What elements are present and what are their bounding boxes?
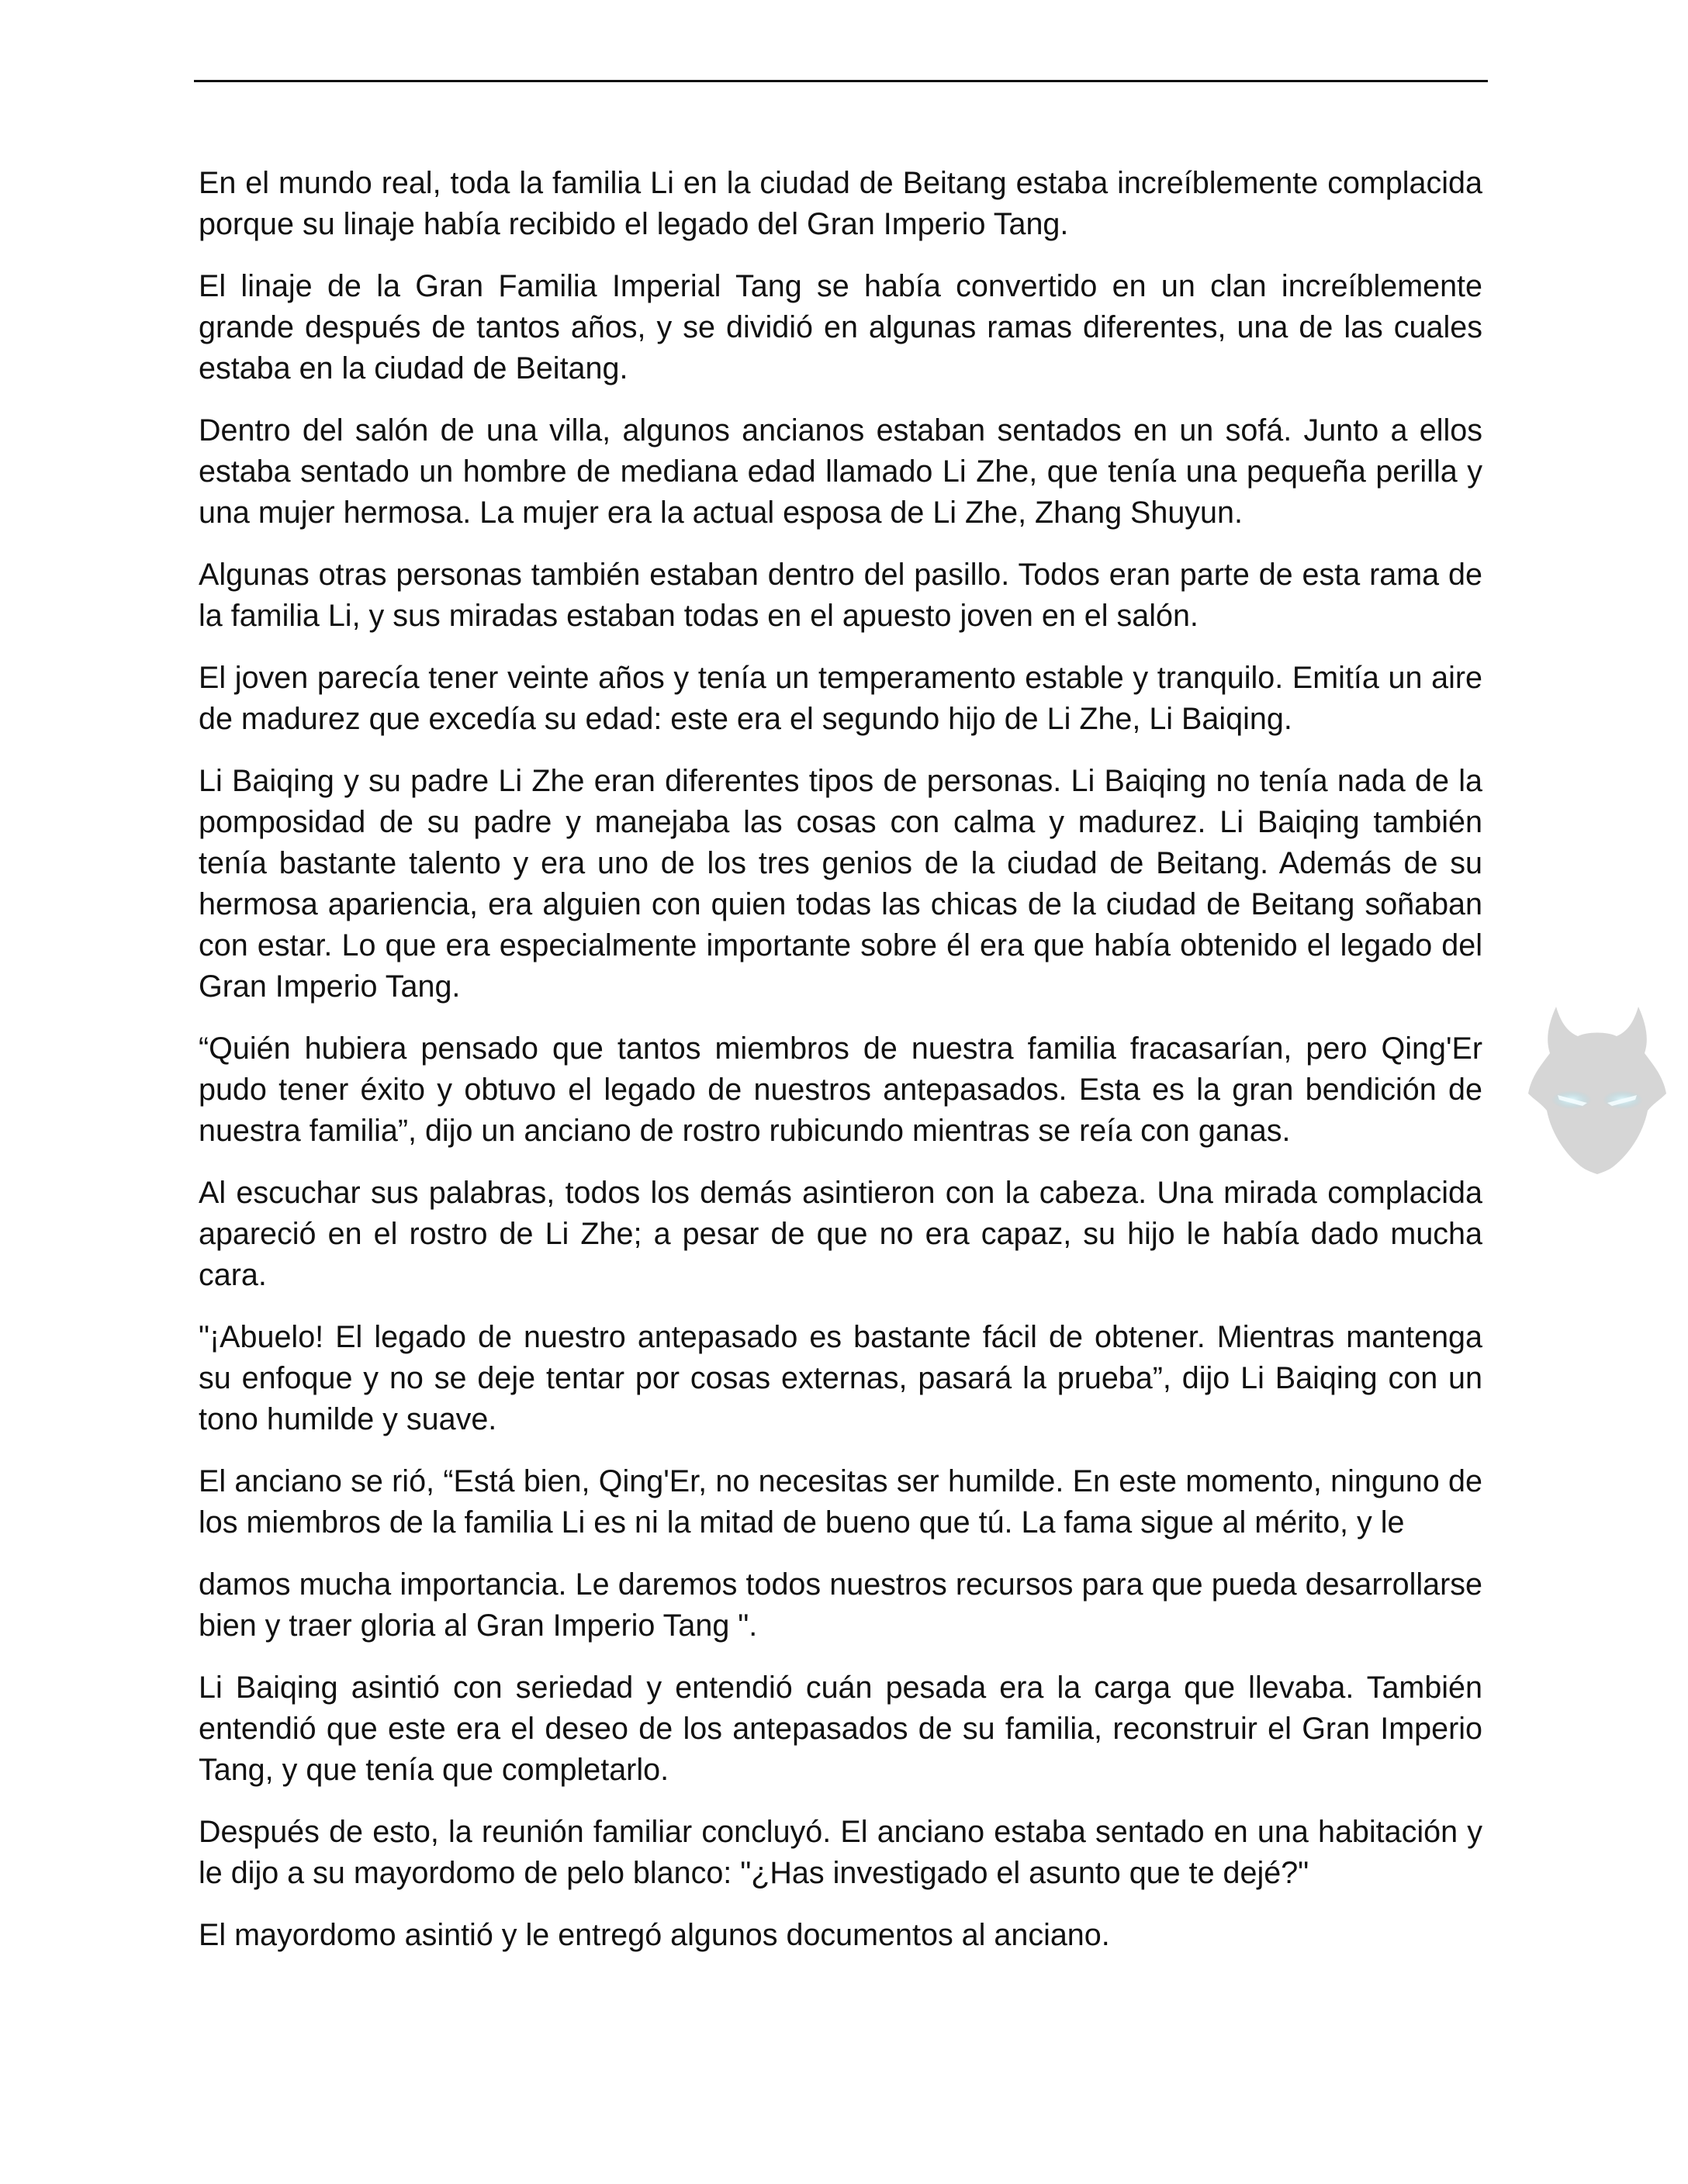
paragraph-11: damos mucha importancia. Le daremos todos nuestros recursos para que pueda desarrollarse bien y traer gloria al Gran Imperio Tang ". xyxy=(199,1567,1482,1643)
paragraph-6: Li Baiqing y su padre Li Zhe eran diferentes tipos de personas. Li Baiqing no tenía nada de la pomposidad de su padre y manejaba las cosas con calma y madurez. Li Baiqing también tenía bastante talento y era uno de los tres genios de la ciudad de Beitang. Además de su hermosa apariencia, era alguien con quien todas las chicas de la ciudad de Beitang soñaban con estar. Lo que era especialmente importante sobre él era que había obtenido el legado del Gran Imperio Tang. xyxy=(199,764,1482,1004)
paragraph-7: “Quién hubiera pensado que tantos miembros de nuestra familia fracasarían, pero Qing'Er pudo tener éxito y obtuvo el legado de nuestros antepasados. Esta es la gran bendición de nuestra familia”, dijo un anciano de rostro rubicundo mientras se reía con ganas. xyxy=(199,1032,1482,1148)
paragraph-14: El mayordomo asintió y le entregó algunos documentos al anciano. xyxy=(199,1918,1110,1952)
paragraph-10: El anciano se rió, “Está bien, Qing'Er, no necesitas ser humilde. En este momento, ninguno de los miembros de la familia Li es ni la mitad de bueno que tú. La fama sigue al mérito, y le xyxy=(199,1464,1482,1540)
header-rule xyxy=(194,80,1488,82)
paragraph-5: El joven parecía tener veinte años y tenía un temperamento estable y tranquilo. Emitía un aire de madurez que excedía su edad: este era el segundo hijo de Li Zhe, Li Baiqing. xyxy=(199,661,1482,736)
demon-head-icon xyxy=(1527,1002,1668,1174)
paragraph-4: Algunas otras personas también estaban dentro del pasillo. Todos eran parte de esta rama de la familia Li, y sus miradas estaban todas en el apuesto joven en el salón. xyxy=(199,558,1482,633)
paragraph-8: Al escuchar sus palabras, todos los demás asintieron con la cabeza. Una mirada complacida apareció en el rostro de Li Zhe; a pesar de que no era capaz, su hijo le había dado mucha cara. xyxy=(199,1176,1482,1292)
demon-head-shape xyxy=(1528,1007,1666,1174)
paragraph-3: Dentro del salón de una villa, algunos ancianos estaban sentados en un sofá. Junto a ellos estaba sentado un hombre de mediana edad llamado Li Zhe, que tenía una pequeña perilla y una mujer hermosa. La mujer era la actual esposa de Li Zhe, Zhang Shuyun. xyxy=(199,413,1482,530)
paragraph-2: El linaje de la Gran Familia Imperial Tang se había convertido en un clan increíblemente grande después de tantos años, y se dividió en algunas ramas diferentes, una de las cuales estaba en la ciudad de Beitang. xyxy=(199,269,1482,385)
paragraph-12: Li Baiqing asintió con seriedad y entendió cuán pesada era la carga que llevaba. También entendió que este era el deseo de los antepasados de su familia, reconstruir el Gran Imperio Tang, y que tenía que completarlo. xyxy=(199,1671,1482,1787)
paragraph-1: En el mundo real, toda la familia Li en la ciudad de Beitang estaba increíblemente complacida porque su linaje había recibido el legado del Gran Imperio Tang. xyxy=(199,166,1482,241)
paragraph-9: "¡Abuelo! El legado de nuestro antepasado es bastante fácil de obtener. Mientras mantenga su enfoque y no se deje tentar por cosas externas, pasará la prueba”, dijo Li Baiqing con un tono humilde y suave. xyxy=(199,1320,1482,1436)
document-body xyxy=(199,163,1482,1977)
paragraph-13: Después de esto, la reunión familiar concluyó. El anciano estaba sentado en una habitación y le dijo a su mayordomo de pelo blanco: "¿Has investigado el asunto que te dejé?" xyxy=(199,1815,1482,1890)
